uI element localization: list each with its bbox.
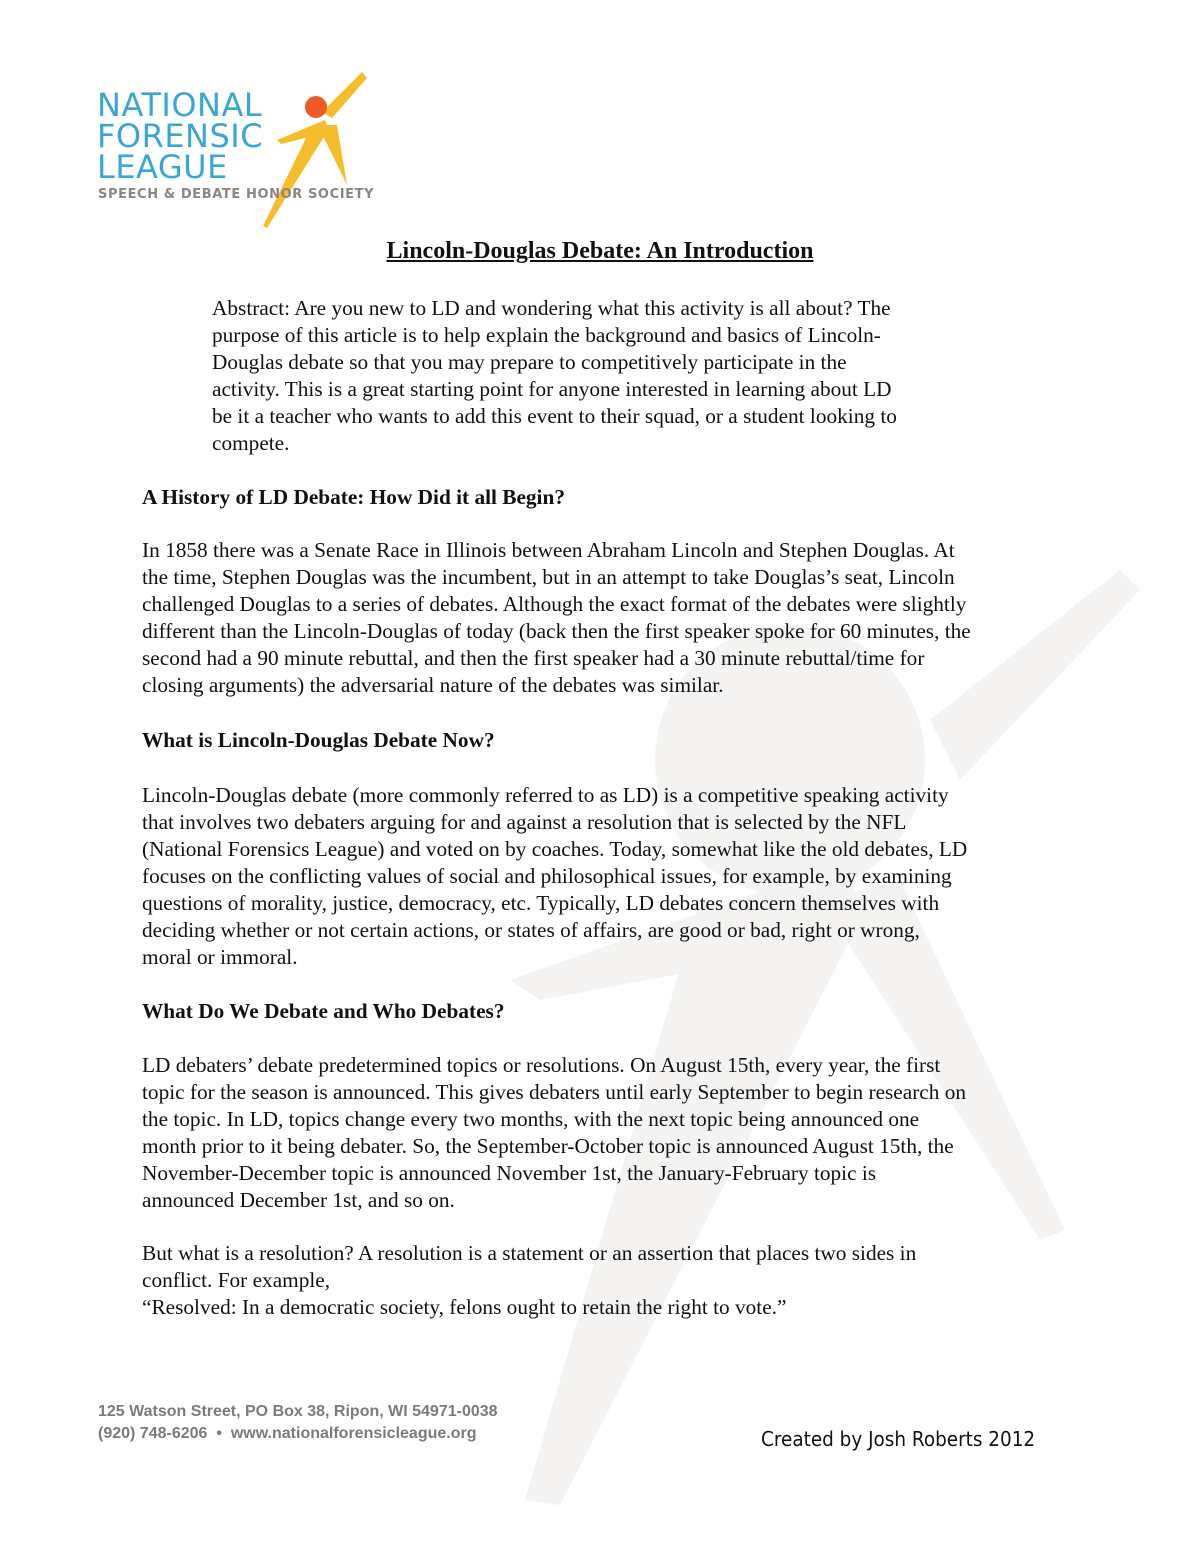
- footer-bullet: •: [216, 1425, 222, 1442]
- text-line: that involves two debaters arguing for and against a resolution that is selected by the NFL: [142, 810, 907, 834]
- text-line: deciding whether or not certain actions, or states of affairs, are good or bad, right or wrong,: [142, 918, 920, 942]
- abstract-line: be it a teacher who wants to add this event to their squad, or a student looking to: [212, 404, 897, 428]
- footer-phone: (920) 748-6206: [98, 1425, 208, 1442]
- author-credit: Created by Josh Roberts 2012: [761, 1427, 1036, 1451]
- abstract: [212, 295, 897, 457]
- abstract-line: Abstract: Are you new to LD and wondering what this activity is all about? The: [212, 296, 891, 320]
- logo-tagline: SPEECH & DEBATE HONOR SOCIETY: [98, 187, 375, 202]
- text-line: But what is a resolution? A resolution is a statement or an assertion that places two sides in: [142, 1241, 917, 1265]
- abstract-line: activity. This is a great starting point for anyone interested in learning about LD: [212, 377, 892, 401]
- section-heading-history: A History of LD Debate: How Did it all Begin?: [142, 485, 565, 509]
- text-line: challenged Douglas to a series of debates. Although the exact format of the debates were slightly: [142, 592, 967, 616]
- now-paragraph: [142, 782, 967, 971]
- resolution-quote: “Resolved: In a democratic society, felons ought to retain the right to vote.”: [142, 1295, 787, 1319]
- text-line: conflict. For example,: [142, 1268, 331, 1292]
- text-line: the topic. In LD, topics change every two months, with the next topic being announced one: [142, 1107, 920, 1131]
- text-line: LD debaters’ debate predetermined topics or resolutions. On August 15th, every year, the first: [142, 1053, 941, 1077]
- text-line: second had a 90 minute rebuttal, and then the first speaker had a 30 minute rebuttal/time for: [142, 646, 925, 670]
- text-line: November-December topic is announced November 1st, the January-February topic is: [142, 1161, 877, 1185]
- text-line: month prior to it being debater. So, the September-October topic is announced August 15th, the: [142, 1134, 954, 1158]
- text-line: topic for the season is announced. This gives debaters until early September to begin research on: [142, 1080, 967, 1104]
- text-line: focuses on the conflicting values of social and philosophical issues, for example, by examining: [142, 864, 952, 888]
- page-title: Lincoln-Douglas Debate: An Introduction: [386, 238, 814, 264]
- abstract-line: purpose of this article is to help explain the background and basics of Lincoln-: [212, 323, 881, 347]
- footer-address: 125 Watson Street, PO Box 38, Ripon, WI 54971-0038: [98, 1403, 498, 1420]
- footer-website: www.nationalforensicleague.org: [230, 1425, 477, 1442]
- resolution-paragraph: [142, 1240, 916, 1321]
- logo: [97, 86, 377, 230]
- topics-paragraph: [142, 1052, 966, 1214]
- text-line: Lincoln-Douglas debate (more commonly referred to as LD) is a competitive speaking activity: [142, 783, 949, 807]
- text-line: questions of morality, justice, democracy, etc. Typically, LD debates concern themselves with: [142, 891, 940, 915]
- logo-line-2: FORENSIC: [97, 117, 264, 155]
- text-line: announced December 1st, and so on.: [142, 1188, 455, 1212]
- text-line: In 1858 there was a Senate Race in Illinois between Abraham Lincoln and Stephen Douglas. At: [142, 538, 955, 562]
- text-line: different than the Lincoln-Douglas of today (back then the first speaker spoke for 60 minutes, the: [142, 619, 971, 643]
- text-line: closing arguments) the adversarial nature of the debates was similar.: [142, 673, 724, 697]
- section-heading-topics: What Do We Debate and Who Debates?: [142, 999, 505, 1023]
- logo-line-3: LEAGUE: [97, 148, 228, 186]
- history-paragraph: [142, 537, 971, 699]
- logo-figure-icon: [247, 70, 387, 230]
- text-line: moral or immoral.: [142, 945, 298, 969]
- logo-line-1: NATIONAL: [97, 86, 263, 124]
- text-line: (National Forensics League) and voted on by coaches. Today, somewhat like the old debates, LD: [142, 837, 968, 861]
- text-line: the time, Stephen Douglas was the incumbent, but in an attempt to take Douglas’s seat, Lincoln: [142, 565, 955, 589]
- footer-contact: [98, 1401, 498, 1445]
- abstract-line: compete.: [212, 431, 290, 455]
- abstract-line: Douglas debate so that you may prepare to competitively participate in the: [212, 350, 847, 374]
- section-heading-now: What is Lincoln-Douglas Debate Now?: [142, 728, 495, 752]
